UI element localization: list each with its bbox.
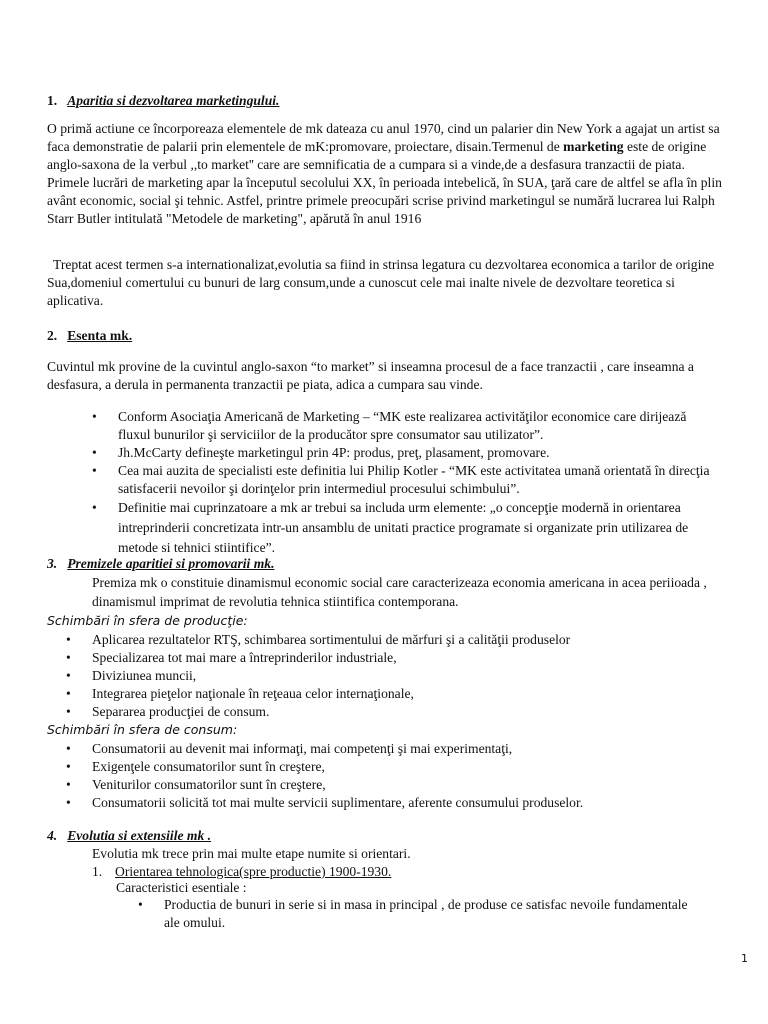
section-1-marketing-term: marketing [563,139,624,154]
section-3-consumption-list [66,740,726,812]
list-item: • Conform Asociaţia Americană de Marketing – “MK este realizarea activităţilor economice care dirijează fluxul bunurilor şi serviciilor de la producător spre consumator sau utilizator”. [92,408,722,444]
page-number: 1 [741,952,748,965]
section-4-number: 4. [47,828,58,843]
list-item: • Jh.McCarty defineşte marketingul prin 4P: produs, preţ, plasament, promovare. [92,444,722,462]
section-2-paragraph-1: Cuvintul mk provine de la cuvintul anglo-saxon “to market” si inseamna procesul de a face tranzactii , care inseamna a desfasura, a derula in permanenta tranzactii pe piata, adica a cumpara sau vinde. [47,359,694,392]
section-4-heading [47,827,727,845]
list-item: • Exigenţele consumatorilor sunt în creştere, [66,758,726,776]
list-item: • Diviziunea muncii, [66,667,726,685]
section-3-consumption-subheading: Schimbări în sfera de consum: [47,722,238,737]
section-3-production-subheading: Schimbări în sfera de producţie: [47,613,248,628]
list-item: • Cea mai auzita de specialisti este definitia lui Philip Kotler - “MK este activitatea umană orientată în direcţia satisfacerii nevoilor şi dorinţelor prin intermediul procesului schimbului”. [92,462,722,498]
list-item: • Veniturilor consumatorilor sunt în creştere, [66,776,726,794]
section-2-number: 2. [47,328,58,343]
section-4-item-1-title: Orientarea tehnologica(spre productie) 1900-1930. [115,864,392,879]
section-1-title: Aparitia si dezvoltarea marketingului. [67,93,280,108]
section-1-paragraph-1-text-b: este de origine anglo-saxona de la verbul ,,to market'' care are semnificatia de a cumpara si a vinde,de a desfasura tranzactii de piata. Primele lucrări de marketing apar la începutul secolului XX, în perioada intebelică, în SUA, ţară care de altfel se afla în plin avânt economic, social şi tehnic. Astfel, printre primele preocupări scrise privind marketingul se numără lucrarea lui Ralph Starr Butler intitulată "Metodele de marketing", apărută în anul 1916 [47,139,722,226]
section-4-title: Evolutia si extensiile mk . [67,828,212,843]
section-4-item-1-list [138,896,698,932]
section-4-item-1-number: 1. [92,864,103,879]
section-2-heading [47,327,727,345]
section-1-paragraph-2: Treptat acest termen s-a internationalizat,evolutia sa fiind in strinsa legatura cu dezvoltarea economica a tarilor de origine Sua,domeniul comertului cu bunuri de larg consum,unde a cunoscut cele mai inalte nivele de dezvoltare teoretica si aplicativa. [47,257,715,308]
list-item: • Consumatorii au devenit mai informaţi, mai competenţi şi mai experimentaţi, [66,740,726,758]
section-1-paragraph-1 [47,120,727,228]
list-item: • Productia de bunuri in serie si in masa in principal , de produse ce satisfac nevoile fundamentale ale omului. [138,896,698,932]
section-3-heading [47,555,727,573]
section-4-item-1-subheading: Caracteristici esentiale : [116,880,247,895]
section-2-title: Esenta mk. [67,328,133,343]
section-3-number: 3. [47,556,58,571]
section-2-definitions-list [92,408,722,558]
section-3-paragraph-1: Premiza mk o constituie dinamismul economic social care caracterizeaza economia americana in acea periioada , dinamismul imprimat de revolutia tehnica stiintifica contemporana. [92,575,707,609]
section-3-production-list [66,631,726,721]
section-1-paragraph-1-text-a: O primă actiune ce încorporeaza elementele de mk dateaza cu anul 1970, cind un palarier din New York a agajat un artist sa faca demonstratie de palarii prin elementele de mK:promovare, proiectare, disain.Termenul de [47,121,720,154]
list-item: • Consumatorii solicită tot mai multe servicii suplimentare, aferente consumului produselor. [66,794,726,812]
list-item: • Aplicarea rezultatelor RTŞ, schimbarea sortimentului de mărfuri şi a calităţii produselor [66,631,726,649]
list-item: • Separarea producţiei de consum. [66,703,726,721]
section-1-number: 1. [47,93,58,108]
section-3-title: Premizele aparitiei si promovarii mk. [67,556,275,571]
list-item: • Definitie mai cuprinzatoare a mk ar trebui sa includa urm elemente: „o concepţie modernă in orientarea intreprinderii concretizata intr-un ansamblu de unitati practice programate si organizate prin utilizarea de metode si tehnici stiintifice”. [92,498,722,558]
list-item: • Integrarea pieţelor naţionale în reţeaua celor internaţionale, [66,685,726,703]
list-item: • Specializarea tot mai mare a întreprinderilor industriale, [66,649,726,667]
section-1-heading [47,92,727,110]
section-4-paragraph-1: Evolutia mk trece prin mai multe etape numite si orientari. [92,846,411,861]
